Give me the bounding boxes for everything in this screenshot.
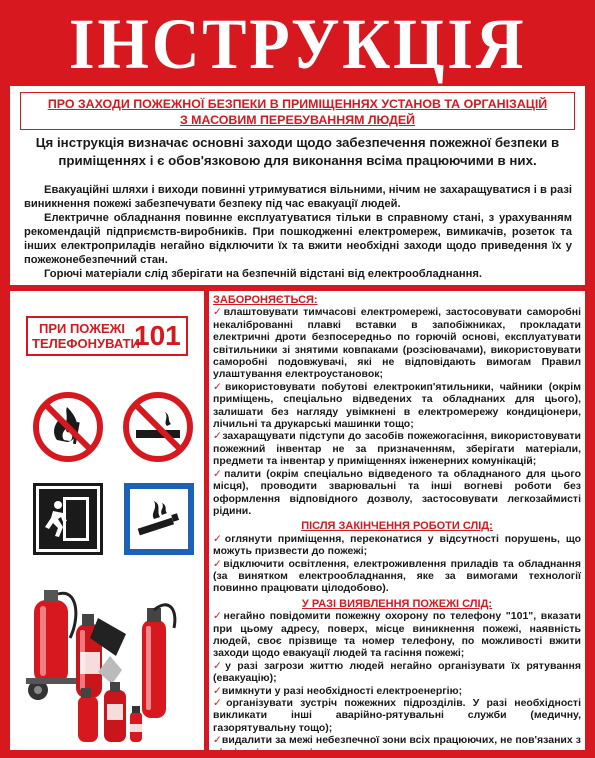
list-item: ✓вимкнути у разі необхідності електроенергію;	[213, 684, 463, 697]
check-mark-icon: ✓	[213, 380, 225, 393]
page-title: ІНСТРУКЦІЯ	[69, 4, 527, 84]
check-mark-icon: ✓	[213, 684, 222, 697]
check-mark-icon: ✓	[213, 532, 225, 545]
on-fire-heading: У РАЗІ ВИЯВЛЕННЯ ПОЖЕЖІ СЛІД:	[301, 597, 493, 610]
list-item: ✓організувати зустріч пожежних підрозділів. У разі необхідності викликати інші аварійно-рятувальні служби (медичну, газорятувальну тощо);	[213, 697, 581, 734]
check-mark-icon: ✓	[213, 610, 224, 623]
subtitle-line-2: З МАСОВИМ ПЕРЕБУВАННЯМ ЛЮДЕЙ	[179, 113, 416, 127]
after-work-heading: ПІСЛЯ ЗАКІНЧЕННЯ РОБОТИ СЛІД:	[301, 520, 493, 533]
check-mark-icon: ✓	[213, 734, 222, 747]
emergency-exit-icon	[33, 483, 103, 555]
no-smoking-icon	[123, 392, 193, 462]
list-item: ✓оглянути приміщення, переконатися у відсутності порушень, що можуть призвести до пожежі;	[213, 532, 581, 558]
list-item: ✓використовувати побутові електрокип'ятильники, чайники (окрім приміщень, спеціально відведених та обладнаних для цього), залишати без нагляду увімкнені в електромережу кондиціонери, лічильні та друкарські машинки тощо;	[213, 380, 581, 431]
bottom-border	[0, 750, 595, 758]
emergency-phone-label: ПРИ ПОЖЕЖІ ТЕЛЕФОНУВАТИ	[32, 321, 140, 351]
emergency-phone-box	[26, 316, 188, 356]
general-rules	[24, 183, 572, 281]
check-mark-icon: ✓	[213, 697, 227, 709]
subtitle-line-1: ПРО ЗАХОДИ ПОЖЕЖНОЇ БЕЗПЕКИ В ПРИМІЩЕННЯХ УСТАНОВ ТА ОРГАНІЗАЦІЙ	[47, 97, 548, 111]
list-item: ✓захаращувати підступи до засобів пожежогасіння, використовувати пожежний інвентар не за призначенням, зберігати матеріали, предмети та інвентар у приміщеннях інженерних комунікацій;	[213, 430, 581, 468]
check-mark-icon: ✓	[213, 467, 225, 480]
list-item: ✓палити (окрім спеціально відведеного та обладнаного для цього місця), проводити зварювальні та інші вогневі роботи без оформлення відповідного дозволу, застосовувати легкозаймисті рідини.	[213, 467, 581, 517]
rules-column	[213, 294, 581, 758]
forbidden-heading: ЗАБОРОНЯЄТЬСЯ:	[213, 294, 318, 306]
smoking-area-icon	[124, 483, 194, 555]
list-item: ✓негайно повідомити пожежну охорону по телефону "101", вказати при цьому адресу, поверх, місце виникнення пожежі, наявність людей, своє прізвище та номер телефону, по можливості вжити заходи щодо евакуації людей та гасіння пожежі;	[213, 610, 581, 660]
vertical-divider	[204, 291, 209, 750]
paragraph: Горючі матеріали слід зберігати на безпечній відстані від електрообладнання.	[44, 268, 482, 280]
no-open-flame-icon	[33, 392, 103, 462]
subtitle	[20, 92, 575, 130]
check-mark-icon: ✓	[213, 557, 224, 570]
list-item: ✓видалити за межі небезпечної зони всіх працюючих, не пов'язаних з	[213, 734, 581, 747]
list-item: ✓влаштовувати тимчасові електромережі, застосовувати саморобні некаліброванні плавкі вставки в запобіжниках, прокладати електричні дроти безпосередньо по горючій основі, експлуатувати світильники зі знятими ковпаками (розсіювачами), використовувати саморобні подовжувачі, які не відповідають вимогам Правил улаштування електроустановок;	[213, 306, 581, 381]
emergency-phone-number: 101	[134, 320, 181, 351]
paragraph: Евакуаційні шляхи і виходи повинні утримуватися вільними, нічим не захаращуватися і в разі виникнення пожежі забезпечувати безпеку під час евакуації людей.	[24, 184, 572, 210]
check-mark-icon: ✓	[213, 430, 223, 443]
check-mark-icon: ✓	[213, 659, 226, 672]
list-item: ✓відключити освітлення, електроживлення приладів та обладнання (за винятком електрообладнання, яке за вимогами технології повинно працювати цілодобово).	[213, 557, 581, 595]
check-mark-icon: ✓	[213, 306, 224, 319]
intro-text: Ця інструкція визначає основні заходи щодо забезпечення пожежної безпеки в приміщеннях і є обов'язковою для виконання всіма працюючими в них.	[35, 135, 560, 168]
list-item: ✓у разі загрози життю людей негайно організувати їх рятування (евакуацію);	[213, 659, 581, 685]
fire-extinguishers-image	[18, 578, 198, 748]
paragraph: Електричне обладнання повинне експлуатуватися тільки в справному стані, з урахуванням рекомендацій підприємств-виробників. При пошкодженні електромереж, вимикачів, розеток та інших електроприладів негайно відключити їх та вжити необхідні заходи щодо приведення їх у пожежонебезпечний стан.	[24, 212, 572, 266]
